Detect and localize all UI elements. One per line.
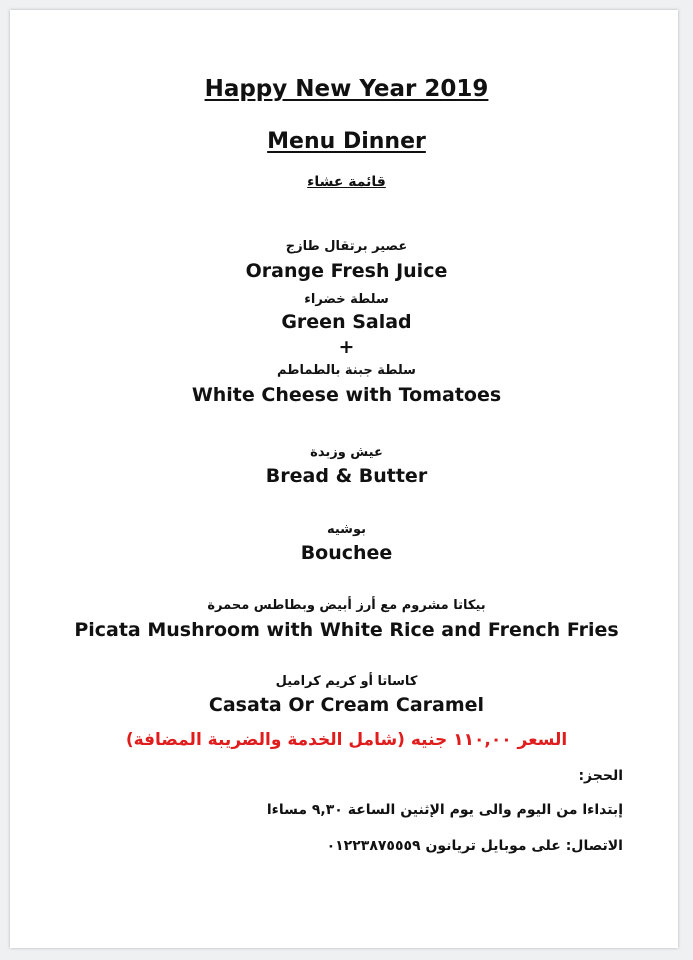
menu-subtitle-arabic: قائمة عشاء	[307, 174, 386, 190]
plus-sign: +	[338, 336, 355, 358]
menu-subtitle: Menu Dinner	[267, 129, 426, 154]
dessert-arabic: كاساتا أو كريم كراميل	[275, 674, 418, 689]
bread-arabic: عيش وزبدة	[310, 445, 383, 460]
green-salad-english: Green Salad	[281, 311, 412, 333]
cheese-english: White Cheese with Tomatoes	[191, 384, 502, 406]
bread-english: Bread & Butter	[265, 465, 428, 487]
booking-dates: إبتداءا من اليوم والى يوم الإثنين الساعة ٩,٣٠ مساءا	[266, 802, 623, 818]
juice-english: Orange Fresh Juice	[245, 260, 448, 282]
bouchee-arabic: بوشيه	[326, 522, 366, 537]
picata-arabic: بيكاتا مشروم مع أرز أبيض وبطاطس محمرة	[207, 598, 486, 613]
price-line: السعر ١١٠,٠٠ جنيه (شامل الخدمة والضريبة المضافة)	[125, 730, 568, 750]
booking-contact: الاتصال: على موبايل تريانون ٠١٢٢٣٨٧٥٥٥٩	[326, 838, 623, 854]
juice-arabic: عصير برتقال طازج	[285, 239, 408, 254]
green-salad-arabic: سلطة خضراء	[304, 292, 389, 307]
cheese-arabic: سلطة جبنة بالطماطم	[277, 363, 416, 378]
booking-label: الحجز:	[578, 768, 623, 784]
bouchee-english: Bouchee	[300, 542, 393, 564]
picata-english: Picata Mushroom with White Rice and French Fries	[74, 619, 619, 641]
dessert-english: Casata Or Cream Caramel	[208, 694, 485, 716]
page-title: Happy New Year 2019	[204, 76, 489, 102]
